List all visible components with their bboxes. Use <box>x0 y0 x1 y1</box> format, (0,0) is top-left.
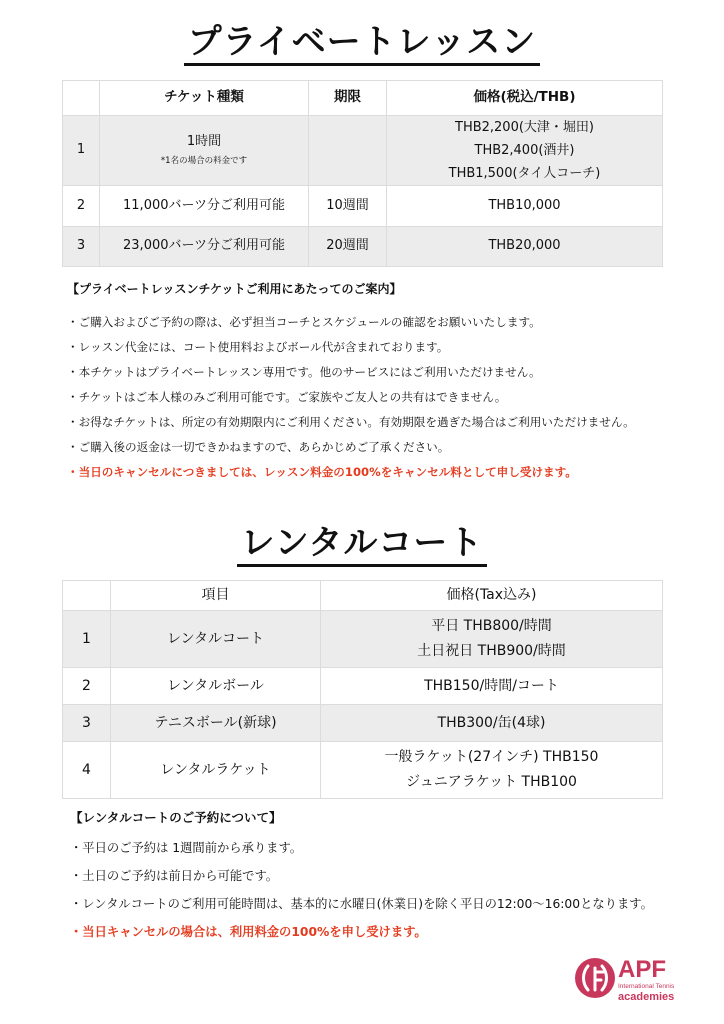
header-number <box>63 81 100 116</box>
header-item: 項目 <box>111 581 321 611</box>
price-line: 平日 THB800/時間 <box>431 618 552 634</box>
table-row <box>63 742 663 799</box>
table-row <box>63 705 663 742</box>
table-row <box>63 611 663 668</box>
row-number: 3 <box>63 705 111 742</box>
row-number: 1 <box>63 116 100 186</box>
period-cell <box>309 116 387 186</box>
price-line: ジュニアラケット THB100 <box>406 774 577 790</box>
price-cell: THB10,000 <box>387 186 663 227</box>
apf-logo-mark-icon <box>574 957 616 999</box>
item-cell: テニスボール(新球) <box>111 705 321 742</box>
period-cell: 10週間 <box>309 186 387 227</box>
row-number: 1 <box>63 611 111 668</box>
cancellation-warning: ・当日のキャンセルにつきましては、レッスン料金の100%をキャンセル料として申し受けます。 <box>67 465 577 479</box>
court-price-table <box>62 580 663 799</box>
court-notes-list <box>70 834 670 946</box>
header-price: 価格(税込/THB) <box>387 81 663 116</box>
ticket-note: *1名の場合の料金です <box>160 155 248 166</box>
note-item: ・ご購入後の返金は一切できかねますので、あらかじめご了承ください。 <box>67 440 450 454</box>
header-period: 期限 <box>309 81 387 116</box>
row-number: 2 <box>63 668 111 705</box>
ticket-type: 23,000バーツ分ご利用可能 <box>100 227 309 267</box>
lesson-notes-list <box>67 310 667 485</box>
note-item: ・チケットはご本人様のみご利用可能です。ご家族やご友人との共有はできません。 <box>67 390 507 404</box>
price-line: 土日祝日 THB900/時間 <box>417 643 566 659</box>
price-cell <box>321 742 663 799</box>
period-cell: 20週間 <box>309 227 387 267</box>
note-item: ・土日のご予約は前日から可能です。 <box>70 869 279 883</box>
price-cell: THB20,000 <box>387 227 663 267</box>
price-cell <box>387 116 663 186</box>
row-number: 2 <box>63 186 100 227</box>
price-line: 一般ラケット(27インチ) THB150 <box>384 749 599 765</box>
item-cell: レンタルボール <box>111 668 321 705</box>
item-cell: レンタルコート <box>111 611 321 668</box>
table-row <box>63 668 663 705</box>
court-title-wrap <box>0 523 724 567</box>
court-title: レンタルコート <box>237 523 488 567</box>
header-price: 価格(Tax込み) <box>321 581 663 611</box>
table-header-row <box>63 81 663 116</box>
price-cell: THB150/時間/コート <box>321 668 663 705</box>
table-row <box>63 116 663 186</box>
header-number <box>63 581 111 611</box>
cancellation-warning: ・当日キャンセルの場合は、利用料金の100%を申し受けます。 <box>70 925 427 939</box>
ticket-type: 11,000バーツ分ご利用可能 <box>100 186 309 227</box>
note-item: ・レッスン代金には、コート使用料およびボール代が含まれております。 <box>67 340 449 354</box>
table-header-row <box>63 581 663 611</box>
price-cell: THB300/缶(4球) <box>321 705 663 742</box>
table-row <box>63 186 663 227</box>
note-item: ・本チケットはプライベートレッスン専用です。他のサービスにはご利用いただけません。 <box>67 365 541 379</box>
court-notes-heading: 【レンタルコートのご予約について】 <box>70 810 282 825</box>
note-item: ・平日のご予約は 1週間前から承ります。 <box>70 841 303 855</box>
logo-text <box>618 957 674 1003</box>
logo-subtitle: International Tennis <box>618 983 675 990</box>
logo-subtitle-2: academies <box>618 991 675 1003</box>
row-number: 3 <box>63 227 100 267</box>
row-number: 4 <box>63 742 111 799</box>
price-line: THB1,500(タイ人コーチ) <box>448 166 601 181</box>
lesson-title-wrap <box>0 22 724 66</box>
item-cell: レンタルラケット <box>111 742 321 799</box>
ticket-type: 1時間 <box>186 134 222 150</box>
header-ticket-type: チケット種類 <box>100 81 309 116</box>
price-line: THB2,200(大津・堀田) <box>455 120 594 135</box>
apf-logo <box>574 957 682 1007</box>
ticket-type-cell <box>100 116 309 186</box>
lesson-notes-heading: 【プライベートレッスンチケットご利用にあたってのご案内】 <box>67 282 402 296</box>
table-row <box>63 227 663 267</box>
note-item: ・レンタルコートのご利用可能時間は、基本的に水曜日(休業日)を除く平日の12:00〜16:00となります。 <box>70 897 653 911</box>
price-line: THB2,400(酒井) <box>474 143 575 158</box>
lesson-notes <box>67 281 667 485</box>
note-item: ・ご購入およびご予約の際は、必ず担当コーチとスケジュールの確認をお願いいたします。 <box>67 315 541 329</box>
lesson-price-table <box>62 80 663 267</box>
court-notes <box>70 810 670 946</box>
price-cell <box>321 611 663 668</box>
lesson-title: プライベートレッスン <box>184 22 541 66</box>
note-item: ・お得なチケットは、所定の有効期限内にご利用ください。有効期限を過ぎた場合はご利用いただけません。 <box>67 415 635 429</box>
logo-name: APF <box>618 956 666 983</box>
